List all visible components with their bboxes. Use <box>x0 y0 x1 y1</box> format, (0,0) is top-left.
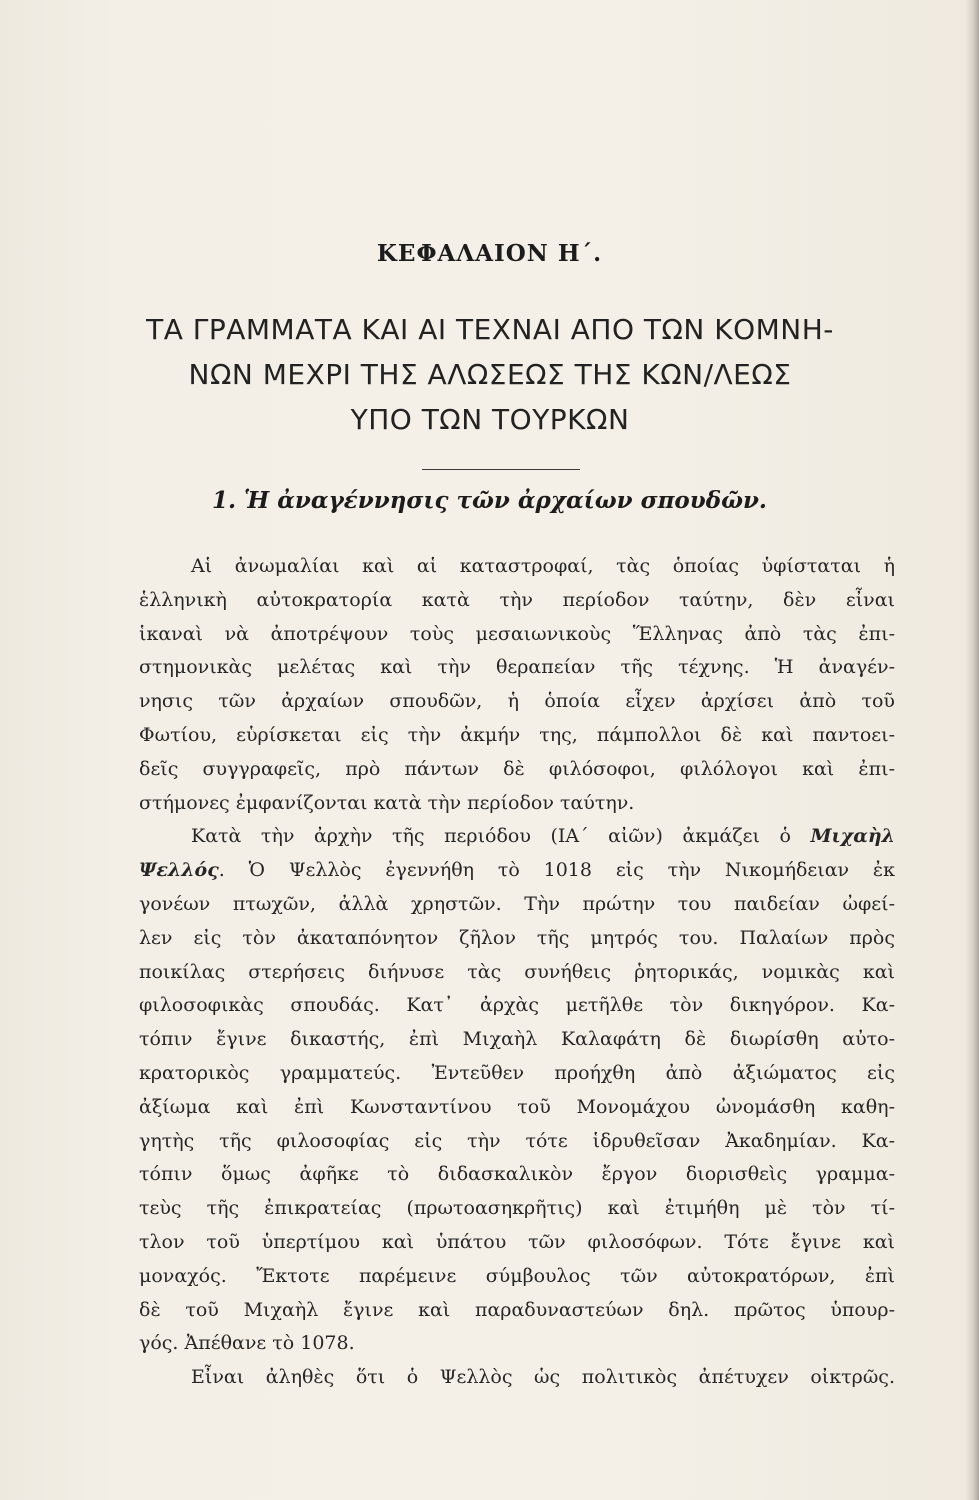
chapter-title-line: ΤΑ ΓΡΑΜΜΑΤΑ ΚΑΙ ΑΙ ΤΕΧΝΑΙ ΑΠΟ ΤΩΝ ΚΟΜΝΗ- <box>146 313 834 346</box>
text-line: τλον τοῦ ὑπερτίμου καὶ ὑπάτου τῶν φιλοσόφων. Τότε ἔγινε καὶ <box>139 1230 895 1253</box>
text-line: δὲ τοῦ Μιχαὴλ ἔγινε καὶ παραδυναστεύων δηλ. πρῶτος ὑπουρ- <box>139 1298 895 1321</box>
text-line: ἱκαναὶ νὰ ἀποτρέψουν τοὺς μεσαιωνικοὺς Ἕλληνας ἀπὸ τὰς ἐπι- <box>139 622 895 645</box>
text-line: τόπιν ἔγινε δικαστής, ἐπὶ Μιχαὴλ Καλαφάτη δὲ διωρίσθη αὐτο- <box>139 1028 895 1051</box>
text-line: στημονικὰς μελέτας καὶ τὴν θεραπείαν τῆς τέχνης. Ἡ ἀναγέν- <box>139 656 895 679</box>
text-line: μοναχός. Ἔκτοτε παρέμεινε σύμβουλος τῶν αὐτοκρατόρων, ἐπὶ <box>139 1264 895 1287</box>
chapter-title <box>120 307 860 442</box>
text-segment: . Ὁ Ψελλὸς ἐγεννήθη τὸ 1018 εἰς τὴν Νικομήδειαν ἐκ <box>218 859 895 882</box>
text-line: γονέων πτωχῶν, ἀλλὰ χρηστῶν. Τὴν πρώτην του παιδείαν ὠφεί- <box>139 892 895 915</box>
chapter-label: ΚΕΦΑΛΑΙΟΝ Η΄. <box>376 240 603 267</box>
page-edge-shadow <box>965 0 979 1500</box>
text-segment: Κατὰ τὴν ἀρχὴν τῆς περιόδου (ΙΑ΄ αἰῶν) ἀκμάζει ὁ <box>191 825 811 848</box>
text-line: τεὺς τῆς ἐπικρατείας (πρωτοασηκρῆτις) καὶ ἐτιμήθη μὲ τὸν τί- <box>139 1197 895 1220</box>
text-line: κρατορικὸς γραμματεύς. Ἐντεῦθεν προήχθη ἀπὸ ἀξιώματος εἰς <box>139 1061 895 1084</box>
text-line: νησις τῶν ἀρχαίων σπουδῶν, ἡ ὁποία εἶχεν ἀρχίσει ἀπὸ τοῦ <box>139 690 895 713</box>
text-line: τόπιν ὅμως ἀφῆκε τὸ διδασκαλικὸν ἔργον διορισθεὶς γραμμα- <box>139 1163 895 1186</box>
text-line <box>139 820 895 854</box>
section-heading: 1. Ἡ ἀναγέννησις τῶν ἀρχαίων σπουδῶν. <box>212 487 767 514</box>
body-text <box>139 550 895 1395</box>
text-line: στήμονες ἐμφανίζονται κατὰ τὴν περίοδον ταύτην. <box>139 791 635 814</box>
text-line: Εἶναι ἀληθὲς ὅτι ὁ Ψελλὸς ὡς πολιτικὸς ἀπέτυχεν οἰκτρῶς. <box>191 1366 895 1389</box>
chapter-title-line: ΝΩΝ ΜΕΧΡΙ ΤΗΣ ΑΛΩΣΕΩΣ ΤΗΣ ΚΩΝ/ΛΕΩΣ <box>188 358 792 391</box>
text-line: γός. Ἀπέθανε τὸ 1078. <box>139 1332 355 1355</box>
text-line: φιλοσοφικὰς σπουδάς. Κατ᾽ ἀρχὰς μετῆλθε τὸν δικηγόρον. Κα- <box>139 994 895 1017</box>
title-divider <box>422 469 580 470</box>
text-line: γητὴς τῆς φιλοσοφίας εἰς τὴν τότε ἱδρυθεῖσαν Ἀκαδημίαν. Κα- <box>139 1129 895 1152</box>
chapter-title-line: ΥΠΟ ΤΩΝ ΤΟΥΡΚΩΝ <box>350 403 630 436</box>
text-line: ποικίλας στερήσεις διήνυσε τὰς συνήθεις ῥητορικάς, νομικὰς καὶ <box>139 960 895 983</box>
person-name: Μιχαὴλ <box>810 825 895 848</box>
text-line: Αἱ ἀνωμαλίαι καὶ αἱ καταστροφαί, τὰς ὁποίας ὑφίσταται ἡ <box>191 555 895 577</box>
text-line: ἀξίωμα καὶ ἐπὶ Κωνσταντίνου τοῦ Μονομάχου ὠνομάσθη καθη- <box>139 1095 895 1118</box>
text-line: λεν εἰς τὸν ἀκαταπόνητον ζῆλον τῆς μητρός του. Παλαίων πρὸς <box>139 926 895 949</box>
person-name: Ψελλός <box>139 859 219 882</box>
text-line: δεῖς συγγραφεῖς, πρὸ πάντων δὲ φιλόσοφοι, φιλόλογοι καὶ ἐπι- <box>139 757 895 780</box>
text-line <box>139 854 895 888</box>
show-through-text <box>170 78 850 112</box>
text-line: Φωτίου, εὑρίσκεται εἰς τὴν ἀκμήν της, πάμπολλοι δὲ καὶ παντοει- <box>139 723 895 746</box>
text-line: ἑλληνικὴ αὐτοκρατορία κατὰ τὴν περίοδον ταύτην, δὲν εἶναι <box>139 588 895 611</box>
